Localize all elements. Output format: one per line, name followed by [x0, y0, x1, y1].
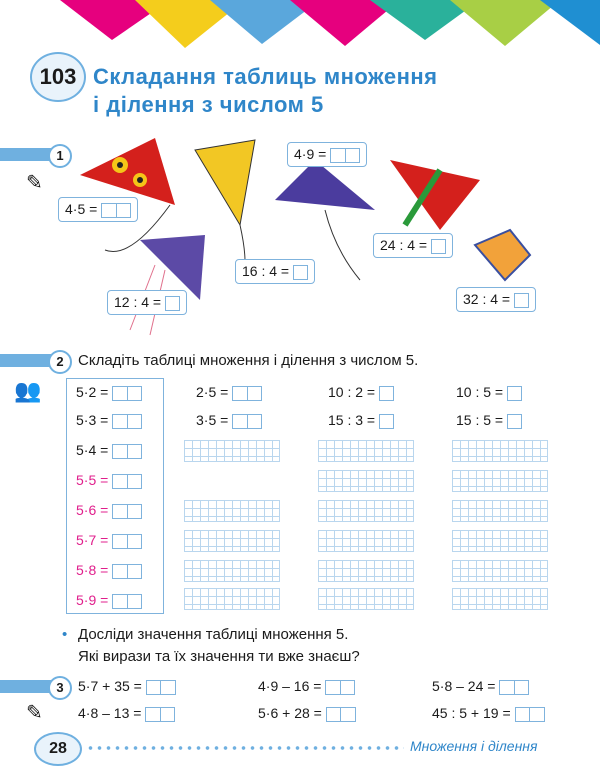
col1-row2: 5·3 = — [76, 412, 142, 429]
col1-row3: 5·4 = — [76, 442, 142, 459]
writing-grid[interactable] — [318, 560, 414, 582]
answer-box[interactable] — [112, 386, 142, 401]
header-decoration — [0, 0, 600, 48]
col1-row4: 5·5 = — [76, 472, 142, 489]
task3-expr-3: 5·8 – 24 = — [432, 678, 529, 695]
writing-grid[interactable] — [318, 500, 414, 522]
answer-box[interactable] — [325, 680, 355, 695]
answer-box[interactable] — [326, 707, 356, 722]
answer-box[interactable] — [165, 296, 180, 311]
task2-instruction: Складіть таблиці множення і ділення з числом 5. — [78, 352, 419, 369]
task3-expr-1: 5·7 + 35 = — [78, 678, 176, 695]
writing-grid[interactable] — [452, 530, 548, 552]
writing-grid[interactable] — [184, 588, 280, 610]
answer-box[interactable] — [112, 564, 142, 579]
col3-row2: 15 : 3 = — [328, 412, 394, 429]
task3-number: 3 — [48, 676, 72, 700]
answer-box[interactable] — [507, 414, 522, 429]
col1-row1: 5·2 = — [76, 384, 142, 401]
kite-tag-4x5: 4·5 = — [58, 197, 138, 222]
answer-box[interactable] — [507, 386, 522, 401]
writing-grid[interactable] — [184, 500, 280, 522]
col3-row1: 10 : 2 = — [328, 384, 394, 401]
col1-row7: 5·8 = — [76, 562, 142, 579]
answer-box[interactable] — [330, 148, 360, 163]
answer-box[interactable] — [112, 444, 142, 459]
writing-grid[interactable] — [184, 560, 280, 582]
footer-section-title: Множення і ділення — [410, 738, 538, 754]
answer-box[interactable] — [499, 680, 529, 695]
answer-box[interactable] — [515, 707, 545, 722]
writing-grid[interactable] — [452, 470, 548, 492]
answer-box[interactable] — [293, 265, 308, 280]
col4-row1: 10 : 5 = — [456, 384, 522, 401]
writing-grid[interactable] — [452, 588, 548, 610]
task3-expr-6: 45 : 5 + 19 = — [432, 705, 545, 722]
kite-tag-16div4: 16 : 4 = — [235, 259, 315, 284]
writing-grid[interactable] — [452, 560, 548, 582]
task1-bar — [0, 148, 52, 161]
col2-row2: 3·5 = — [196, 412, 262, 429]
task2-note-line1: Досліди значення таблиці множення 5. — [78, 626, 349, 643]
answer-box[interactable] — [431, 239, 446, 254]
answer-box[interactable] — [379, 414, 394, 429]
pair-work-icon: 👥 — [14, 378, 42, 403]
col2-row1: 2·5 = — [196, 384, 262, 401]
answer-box[interactable] — [146, 680, 176, 695]
answer-box[interactable] — [112, 474, 142, 489]
bullet-icon: • — [62, 626, 68, 643]
answer-box[interactable] — [101, 203, 131, 218]
kite-tag-12div4: 12 : 4 = — [107, 290, 187, 315]
answer-box[interactable] — [232, 386, 262, 401]
writing-grid[interactable] — [184, 440, 280, 462]
col1-row5: 5·6 = — [76, 502, 142, 519]
writing-grid[interactable] — [452, 500, 548, 522]
task2-number: 2 — [48, 350, 72, 374]
lesson-title-line2: і ділення з числом 5 — [93, 92, 324, 117]
kite-tag-24div4: 24 : 4 = — [373, 233, 453, 258]
writing-grid[interactable] — [452, 440, 548, 462]
answer-box[interactable] — [145, 707, 175, 722]
pencil-icon: ✎ — [26, 702, 43, 724]
kite-tag-32div4: 32 : 4 = — [456, 287, 536, 312]
col1-row6: 5·7 = — [76, 532, 142, 549]
writing-grid[interactable] — [318, 588, 414, 610]
writing-grid[interactable] — [318, 440, 414, 462]
answer-box[interactable] — [232, 414, 262, 429]
answer-box[interactable] — [112, 534, 142, 549]
writing-grid[interactable] — [318, 530, 414, 552]
task3-expr-4: 4·8 – 13 = — [78, 705, 175, 722]
task3-expr-5: 5·6 + 28 = — [258, 705, 356, 722]
footer-dots — [86, 746, 404, 750]
pencil-icon: ✎ — [26, 172, 43, 194]
lesson-number-badge: 103 — [30, 52, 86, 102]
answer-box[interactable] — [112, 594, 142, 609]
answer-box[interactable] — [112, 504, 142, 519]
answer-box[interactable] — [379, 386, 394, 401]
col4-row2: 15 : 5 = — [456, 412, 522, 429]
writing-grid[interactable] — [184, 530, 280, 552]
task2-bar — [0, 354, 52, 367]
answer-box[interactable] — [112, 414, 142, 429]
lesson-title-line1: Складання таблиць множення — [93, 64, 438, 89]
task3-expr-2: 4·9 – 16 = — [258, 678, 355, 695]
task1-number: 1 — [48, 144, 72, 168]
writing-grid[interactable] — [318, 470, 414, 492]
task2-note-line2: Які вирази та їх значення ти вже знаєш? — [78, 648, 360, 665]
task3-bar — [0, 680, 52, 693]
col1-row8: 5·9 = — [76, 592, 142, 609]
answer-box[interactable] — [514, 293, 529, 308]
page-number: 28 — [34, 732, 82, 766]
kite-tag-4x9: 4·9 = — [287, 142, 367, 167]
